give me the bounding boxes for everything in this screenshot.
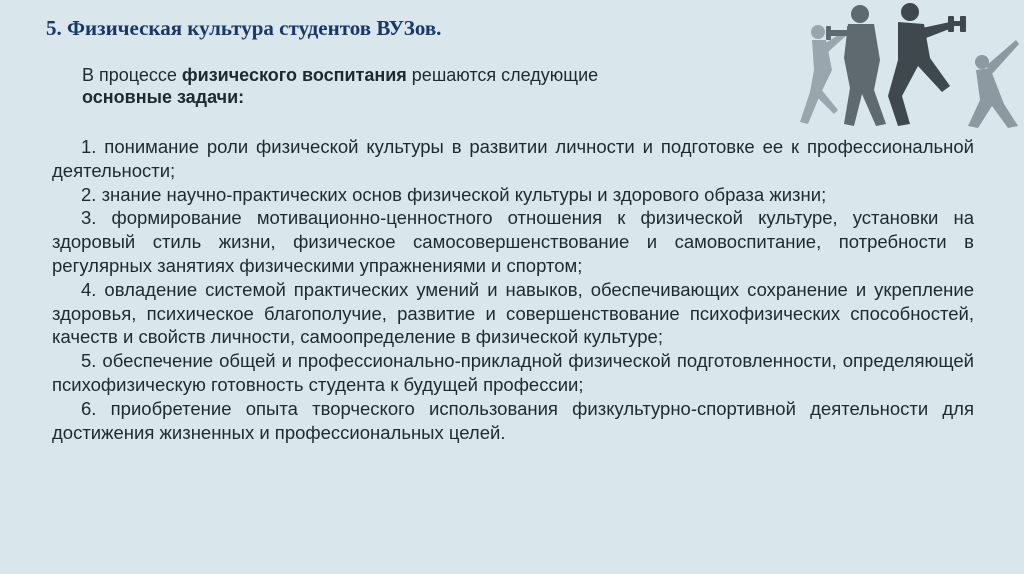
- task-item-6: 6. приобретение опыта творческого использования физкультурно-спортивной деятельности для достижения жизненных и профессиональных целей.: [52, 397, 974, 443]
- task-item-2: 2. знание научно-практических основ физической культуры и здорового образа жизни;: [81, 183, 827, 205]
- intro-part1: В процессе: [82, 65, 182, 85]
- intro-part2: решаются следующие: [406, 65, 599, 85]
- task-item-3: 3. формирование мотивационно-ценностного отношения к физической культуре, установки на здоровый стиль жизни, физическое самосовершенствование и самовоспитание, потребности в регулярных занятиях физическими упражнениями и спортом;: [52, 207, 974, 276]
- task-item-1: 1. понимание роли физической культуры в развитии личности и подготовке ее к профессиональной деятельности;: [52, 136, 974, 181]
- task-list: [52, 135, 974, 444]
- task-item-4: 4. овладение системой практических умений и навыков, обеспечивающих сохранение и укрепление здоровья, психическое благополучие, развитие и совершенствование психофизических способностей, качеств и свойств личности, самоопределение в физической культуре;: [52, 278, 974, 348]
- slide-title: 5. Физическая культура студентов ВУЗов.: [46, 16, 442, 40]
- task-item-5: 5. обеспечение общей и профессионально-прикладной физической подготовленности, определяющей психофизическую готовность студента к будущей профессии;: [52, 350, 974, 395]
- intro-bold2: основные задачи:: [82, 87, 245, 107]
- athletes-silhouettes-icon: [790, 0, 1020, 130]
- intro-bold1: физического воспитания: [181, 65, 407, 85]
- intro-text: [82, 64, 782, 108]
